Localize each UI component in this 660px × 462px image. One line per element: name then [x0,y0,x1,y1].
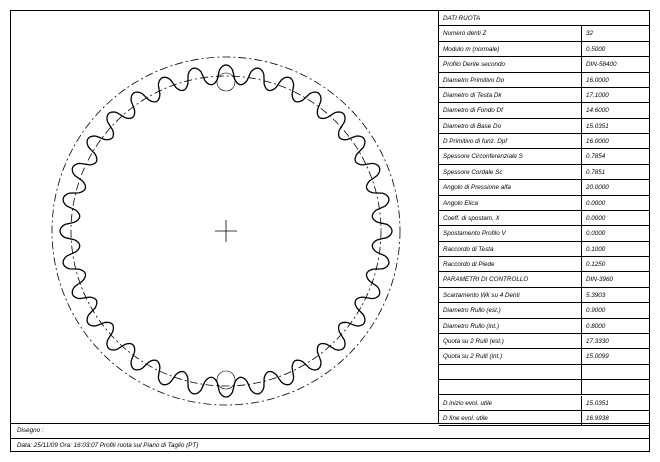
row-label: Diametro di Testa Dk [443,91,502,99]
row-label: Angolo Elica [443,199,479,207]
row-value: DIN-58400 [586,61,617,69]
column-separator [581,134,582,149]
row-value: 14.6000 [586,107,609,115]
table-row [439,242,649,257]
row-value: 15.0099 [586,353,609,361]
table-row [439,211,649,226]
column-separator [581,88,582,103]
column-separator [581,242,582,257]
column-separator [581,303,582,318]
row-label: D Primitivo di funz. Dpf [443,138,508,146]
table-row [439,26,649,41]
row-label: Spessore Cordale Sc [443,168,503,176]
footer-date-row [11,438,649,452]
table-title: DATI RUOTA [443,15,481,22]
row-label: Quota su 2 Rulli (int.) [443,353,503,361]
row-label: Quota su 2 Rulli (est.) [443,337,504,345]
row-label: Coeff. di spostam. X [443,214,500,222]
gear-profile-drawing [11,11,439,423]
row-value: 0.5000 [586,45,606,53]
column-separator [581,349,582,364]
table-row [439,149,649,164]
column-separator [581,211,582,226]
table-row [439,134,649,149]
row-label: D inizio evol. utile [443,399,492,407]
roller-top [217,73,235,91]
table-row [439,303,649,318]
row-value: 16.0000 [586,76,609,84]
table-row [439,119,649,134]
row-value: 32 [586,30,594,38]
row-label: Diametro Rullo (int.) [443,322,499,330]
table-row [439,257,649,272]
row-value: 15.0351 [586,122,609,130]
column-separator [581,42,582,57]
table-row [439,380,649,395]
row-label: Diametro Primitivo Do [443,76,505,84]
row-value: 16.0000 [586,138,609,146]
table-row [439,165,649,180]
column-separator [581,26,582,41]
row-label: Profilo Dente secondo [443,61,505,69]
table-row [439,288,649,303]
row-label: Angolo di Pressione alfa [443,184,511,192]
row-label: D fine evol. utile [443,414,488,422]
column-separator [581,380,582,395]
row-label: Diametro Rullo (est.) [443,307,501,315]
row-label: Raccordo di Testa [443,245,494,253]
row-value: 0.9000 [586,307,606,315]
row-value: 0.0000 [586,214,606,222]
table-row [439,365,649,380]
gear-data-table [439,11,649,423]
table-row [439,73,649,88]
row-value: 20.0000 [586,184,609,192]
table-row [439,57,649,72]
drawing-sheet [10,10,650,452]
table-title-row [439,11,649,26]
column-separator [581,73,582,88]
gear-drawing-area [11,11,439,423]
column-separator [581,365,582,380]
row-value: 17.1000 [586,91,609,99]
column-separator [581,149,582,164]
row-label: Scartamento Wk su 4 Denti [443,291,520,299]
column-separator [581,288,582,303]
row-value: 0.8000 [586,322,606,330]
column-separator [581,103,582,118]
table-row [439,42,649,57]
row-label: Spostamento Profilo V [443,230,506,238]
column-separator [581,319,582,334]
table-row [439,334,649,349]
row-label: Spessore Circonferenziale S [443,153,523,161]
row-label: Diametro di Fondo Df [443,107,503,115]
row-value: 0.1000 [586,245,606,253]
row-value: 17.3330 [586,337,609,345]
row-value: 5.3903 [586,291,606,299]
row-label: Raccordo di Piede [443,261,495,269]
column-separator [581,226,582,241]
row-value: 16.9938 [586,414,609,422]
row-label: Numero denti Z [443,30,487,38]
column-separator [581,119,582,134]
table-row [439,349,649,364]
table-row [439,180,649,195]
row-label: PARAMETRI DI CONTROLLO [443,276,529,284]
column-separator [581,57,582,72]
table-row [439,196,649,211]
row-label: Diametro di Base Do [443,122,502,130]
row-value: 0.0000 [586,230,606,238]
drawing-label: Disegno : [17,427,44,434]
row-value: 0.1250 [586,261,606,269]
column-separator [581,396,582,411]
column-separator [581,196,582,211]
column-separator [581,180,582,195]
table-row [439,226,649,241]
column-separator [581,165,582,180]
column-separator [581,257,582,272]
row-label: Modulo m (normale) [443,45,500,53]
table-row [439,272,649,287]
table-row [439,103,649,118]
table-row [439,319,649,334]
column-separator [581,334,582,349]
table-row [439,396,649,411]
row-value: 0.7851 [586,168,606,176]
table-row [439,88,649,103]
date-line: Data: 25/11/09 Ora: 16:03:07 Profili ruota sul Piano di Taglio (PT) [17,442,199,449]
row-value: 0.0000 [586,199,606,207]
row-value: 0.7854 [586,153,606,161]
row-value: DIN-3960 [586,276,613,284]
row-value: 15.0351 [586,399,609,407]
column-separator [581,272,582,287]
footer-drawing-row [11,423,649,438]
